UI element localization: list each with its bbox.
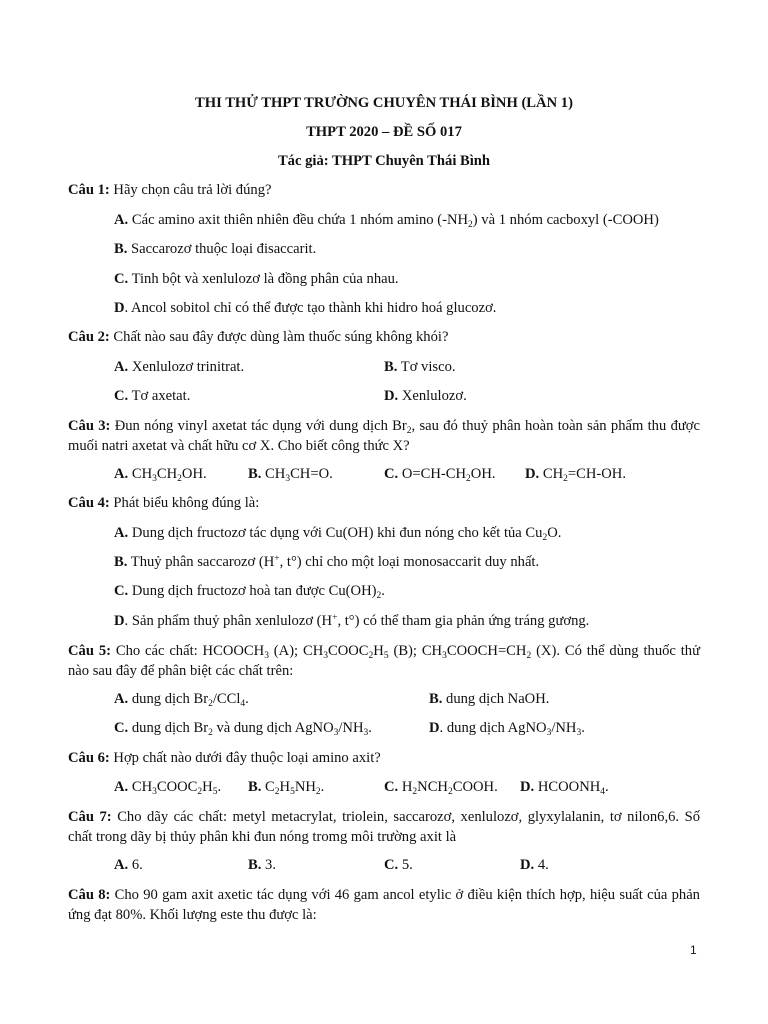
q5-option-b: B. dung dịch NaOH. [429,691,550,707]
q6-option-c: C. $H_2NCH_2COOH$. [384,779,498,797]
exam-author: Tác giả: THPT Chuyên Thái Bình [277,153,491,169]
q3-option-a: A. $CH_3CH_2OH$. [114,466,207,484]
q2-option-b: B. Tơ visco. [384,359,456,375]
q7-option-a: A. 6. [114,857,143,873]
exam-title: THI THỬ THPT TRƯỜNG CHUYÊN THÁI BÌNH (LẦN 1) [195,95,573,111]
q4-option-a: A. Dung dịch fructozơ tác dụng với Cu(OH) khi đun nóng cho kết tủa $Cu_2O$. [114,525,562,543]
q4-option-b: B. Thuỷ phân saccarozơ (H+, t°) chỉ cho một loại monosaccarit duy nhất. [114,554,540,570]
q7-option-b: B. 3. [248,857,276,873]
q6-option-d: D. $HCOONH_4$. [520,779,609,797]
q7-option-c: C. 5. [384,857,413,873]
q7-option-d: D. 4. [520,857,549,873]
question-2: Câu 2: Chất nào sau đây được dùng làm thuốc súng không khói? [68,329,449,345]
q2-option-a: A. Xenlulozơ trinitrat. [114,359,245,375]
page-number: 1 [690,943,697,957]
q2-option-d: D. Xenlulozơ. [384,388,467,404]
q4-option-d: D. Sản phẩm thuỷ phân xenlulozơ (H+, t°) có thể tham gia phản ứng tráng gương. [114,613,590,629]
q4-option-c: C. Dung dịch fructozơ hoà tan được $Cu(OH)_2$. [114,583,385,601]
exam-subtitle: THPT 2020 – ĐỀ SỐ 017 [306,124,462,140]
q5-option-c: C. dung dịch $Br_2$ và dung dịch $AgNO_3/NH_3$. [114,720,372,738]
q6-option-a: A. $CH_3COOC_2H_5$. [114,779,222,797]
question-3: Câu 3: Đun nóng vinyl axetat tác dụng với dung dịch $Br_2$, sau đó thuỷ phân hoàn toàn sản phẩm thu được muối natri axetat và chất hữu cơ X. Cho biết công thức X? [68,418,700,454]
question-7: Câu 7: Cho dãy các chất: metyl metacrylat, triolein, saccarozơ, xenlulozơ, glyxylalanin, tơ nilon6,6. Số chất trong dãy bị thủy phân khi đun nóng tromg môi trường axit là [68,809,700,845]
question-4: Câu 4: Phát biểu không đúng là: [68,495,260,511]
question-5: Câu 5: Cho các chất: $HCOOCH_3$ (A); $CH_3COOC_2H_5$ (B); $CH_3COOCH=CH_2$ (X). Có thể dùng thuốc thử nào sau đây để phân biệt các chất trên: [68,643,701,679]
q3-option-d: D. $CH_2=CH-OH$. [525,466,626,484]
q1-option-a: A. Các amino axit thiên nhiên đều chứa 1 nhóm amino $(-NH_2)$ và 1 nhóm cacboxyl (-COOH) [114,212,659,230]
q3-option-c: C. $O=CH-CH_2OH$. [384,466,496,484]
q1-option-d: D. Ancol sobitol chỉ có thể được tạo thành khi hidro hoá glucozơ. [114,300,497,316]
q5-option-d: D. dung dịch $AgNO_3/NH_3$. [429,720,585,738]
question-6: Câu 6: Hợp chất nào dưới đây thuộc loại amino axit? [68,750,381,766]
q2-option-c: C. Tơ axetat. [114,388,191,404]
question-8: Câu 8: Cho 90 gam axit axetic tác dụng với 46 gam ancol etylic ở điều kiện thích hợp, hiệu suất của phản ứng đạt 80%. Khối lượng este thu được là: [68,887,700,923]
q5-option-a: A. dung dịch $Br_2/CCl_4$. [114,691,249,709]
question-1: Câu 1: Hãy chọn câu trả lời đúng? [68,182,272,198]
q1-option-b: B. Saccarozơ thuộc loại đisaccarit. [114,241,317,257]
q6-option-b: B. $C_2H_5NH_2$. [248,779,325,797]
q3-option-b: B. $CH_3CH=O$. [248,466,333,484]
q1-option-c: C. Tinh bột và xenlulozơ là đồng phân của nhau. [114,271,399,287]
